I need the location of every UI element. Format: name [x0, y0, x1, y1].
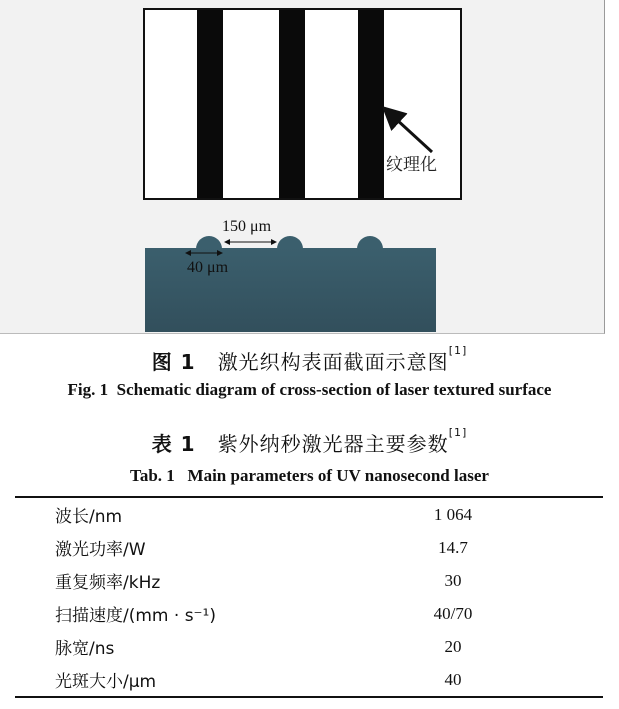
figure-caption-cn [0, 346, 619, 375]
figure-caption-en [0, 380, 619, 400]
parameter-name: 扫描速度/(mm · s⁻¹) [55, 606, 216, 626]
parameter-value: 40 [263, 663, 603, 697]
parameter-table [15, 496, 603, 698]
parameter-value: 20 [444, 636, 462, 656]
texture-bump [196, 236, 222, 249]
figure-number-cn: 图 1 [151, 350, 196, 374]
width-label: 40 μm [187, 259, 229, 276]
spacing-label: 150 μm [222, 218, 272, 235]
cross-section-diagram [0, 0, 604, 333]
parameter-name: 光斑大小/μm [15, 663, 263, 697]
table-reference: [1] [448, 426, 468, 439]
table-row [15, 663, 603, 697]
table-row [15, 531, 603, 564]
parameter-value: 40/70 [433, 603, 473, 623]
table-title-cn: 紫外纳秒激光器主要参数 [217, 432, 449, 456]
table-caption-en [0, 466, 619, 486]
table-row [15, 630, 603, 663]
parameter-name: 重复频率/kHz [55, 573, 161, 593]
parameter-value: 30 [444, 570, 462, 590]
parameter-value: 14.7 [438, 537, 468, 557]
parameter-value: 1 064 [263, 497, 603, 531]
table-title-en: Main parameters of UV nanosecond laser [187, 466, 489, 485]
figure-title-en: Schematic diagram of cross-section of laser textured surface [116, 380, 552, 399]
figure-reference: [1] [448, 344, 468, 357]
parameter-name: 激光功率/W [55, 540, 146, 560]
pointer-arrow [384, 108, 432, 152]
table-row [15, 497, 603, 531]
table-caption-cn [0, 428, 619, 457]
figure-panel [0, 0, 605, 334]
figure-title-cn: 激光织构表面截面示意图 [217, 350, 449, 374]
texture-bump [357, 236, 383, 249]
texture-label: 纹理化 [386, 155, 437, 175]
table-number-cn: 表 1 [151, 432, 196, 456]
table-row [15, 564, 603, 597]
texture-bump [277, 236, 303, 249]
parameter-name: 脉宽/ns [55, 639, 115, 659]
table-number-en: Tab. 1 [130, 466, 175, 485]
table-row [15, 597, 603, 630]
parameter-name: 波长/nm [15, 497, 263, 531]
figure-number-en: Fig. 1 [67, 380, 109, 399]
